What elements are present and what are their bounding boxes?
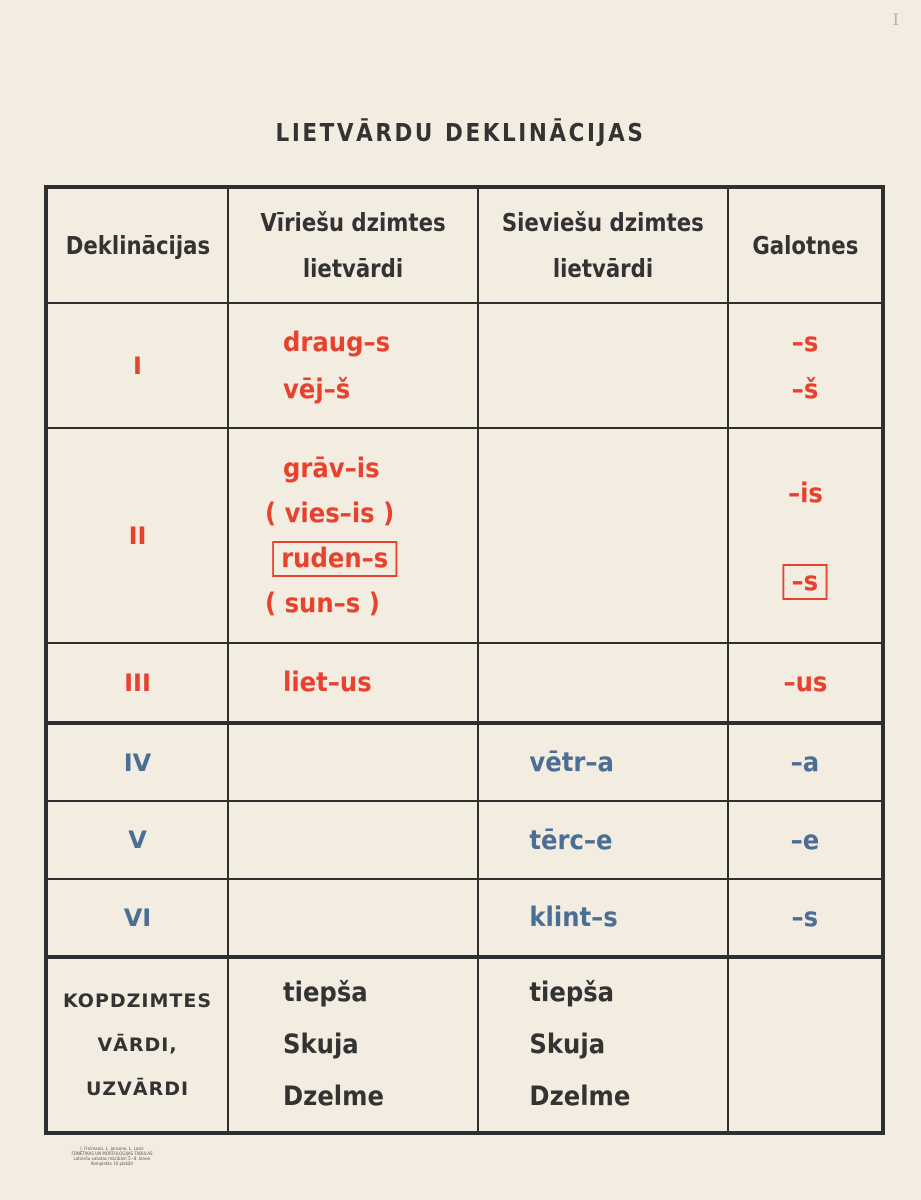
table-row bbox=[46, 879, 883, 957]
feminine-cell bbox=[478, 801, 728, 879]
ending-cell bbox=[728, 723, 883, 801]
common-ending-cell bbox=[728, 957, 883, 1133]
masculine-word: vēj–š bbox=[283, 373, 351, 405]
header-masculine: Vīriešu dzimtes lietvārdi bbox=[228, 187, 478, 303]
masculine-word: liet–us bbox=[283, 667, 372, 698]
page-title: LIETVĀRDU DEKLINĀCIJAS bbox=[275, 118, 646, 147]
feminine-word: tērc–e bbox=[529, 824, 613, 856]
ending-cell bbox=[728, 303, 883, 428]
feminine-cell bbox=[478, 723, 728, 801]
masculine-word-highlighted: ruden–s bbox=[229, 536, 452, 581]
declension-number: V bbox=[46, 801, 228, 879]
masculine-word: grāv–is bbox=[283, 452, 380, 484]
feminine-cell bbox=[478, 303, 728, 428]
ending: –a bbox=[790, 747, 820, 778]
feminine-word: vētr–a bbox=[529, 747, 614, 778]
corner-mark: I bbox=[892, 10, 899, 29]
masculine-cell bbox=[228, 801, 478, 879]
feminine-word: klint–s bbox=[529, 902, 618, 933]
feminine-cell bbox=[478, 879, 728, 957]
common-word: Skuja bbox=[529, 1029, 606, 1060]
common-word: tiepša bbox=[529, 977, 615, 1008]
declension-number: III bbox=[46, 643, 228, 723]
declension-number: VI bbox=[46, 879, 228, 957]
ending: –š bbox=[791, 373, 819, 405]
ending: –s bbox=[791, 902, 819, 933]
masculine-cell bbox=[228, 723, 478, 801]
common-feminine-cell bbox=[478, 957, 728, 1133]
masculine-word-parenthetical: ( sun–s ) bbox=[265, 587, 380, 619]
common-gender-row bbox=[46, 957, 883, 1133]
common-word: Skuja bbox=[283, 1029, 359, 1060]
table-row bbox=[46, 643, 883, 723]
feminine-cell bbox=[478, 643, 728, 723]
masculine-cell bbox=[228, 643, 478, 723]
header-endings: Galotnes bbox=[728, 187, 883, 303]
header-row bbox=[46, 187, 883, 303]
ending: –e bbox=[790, 824, 820, 856]
ending-highlighted: –s bbox=[783, 564, 828, 600]
ending-cell bbox=[728, 801, 883, 879]
header-feminine: Sieviešu dzimtes lietvārdi bbox=[478, 187, 728, 303]
declension-number: IV bbox=[46, 723, 228, 801]
ending-cell bbox=[728, 879, 883, 957]
table-row bbox=[46, 428, 883, 643]
masculine-cell bbox=[228, 879, 478, 957]
common-word: Dzelme bbox=[283, 1081, 384, 1112]
declension-number: II bbox=[46, 428, 228, 643]
ending: –s bbox=[791, 326, 819, 358]
header-declension: Deklinācijas bbox=[46, 187, 228, 303]
common-gender-label: KOPDZIMTES VĀRDI, UZVĀRDI bbox=[46, 957, 228, 1133]
masculine-word-parenthetical: ( vies–is ) bbox=[265, 497, 395, 529]
masculine-cell bbox=[228, 303, 478, 428]
ending-cell bbox=[728, 428, 883, 643]
table-row bbox=[46, 723, 883, 801]
masculine-word: draug–s bbox=[283, 326, 391, 358]
common-masculine-cell bbox=[228, 957, 478, 1133]
ending: –is bbox=[787, 478, 823, 509]
feminine-cell bbox=[478, 428, 728, 643]
publisher-credits: I. Freimanis, L. Jansone, L. Lasis FONĒTIKAS UN MORFOLOĢIJAS TABULAS Latviešu valodas mācībām 5.–8. klasei Komplekts 10 plakāti bbox=[71, 1146, 153, 1166]
table-row bbox=[46, 801, 883, 879]
declension-number: I bbox=[46, 303, 228, 428]
ending-cell bbox=[728, 643, 883, 723]
ending: –us bbox=[783, 667, 827, 698]
declension-table bbox=[44, 185, 885, 1135]
table-row bbox=[46, 303, 883, 428]
common-word: Dzelme bbox=[529, 1081, 631, 1112]
masculine-cell bbox=[228, 428, 478, 643]
common-word: tiepša bbox=[283, 977, 368, 1008]
